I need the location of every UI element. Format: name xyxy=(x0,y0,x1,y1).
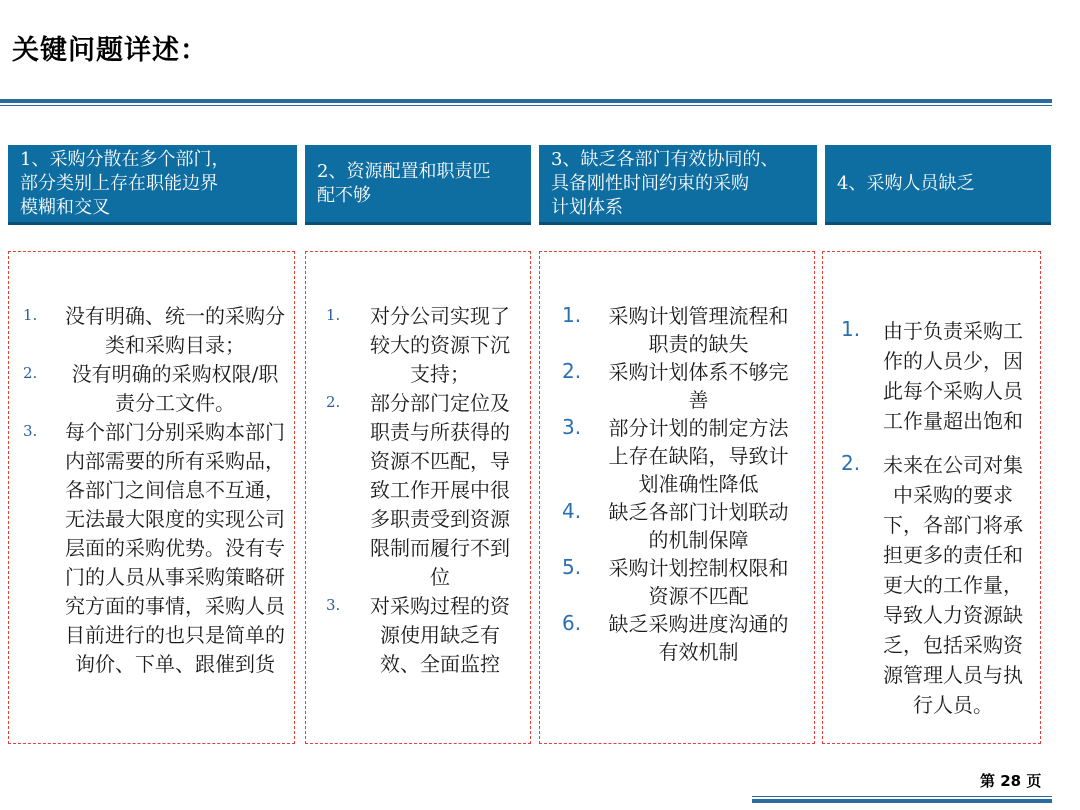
column-header-1 xyxy=(8,145,297,225)
list-item-number: 2. xyxy=(841,451,861,475)
list-item xyxy=(841,316,1031,436)
list-item-text: 部分部门定位及职责与所获得的资源不匹配，导致工作开展中很多职责受到资源限制而履行不到位 xyxy=(370,391,510,589)
list-item xyxy=(326,592,514,679)
list-item-text: 没有明确、统一的采购分类和采购目录； xyxy=(65,304,285,357)
list-item xyxy=(23,360,285,418)
list-item-text: 对采购过程的资源使用缺乏有效、全面监控 xyxy=(370,594,510,676)
list-item-number: 1. xyxy=(562,303,582,327)
column-box-2 xyxy=(305,251,531,744)
column-2-list xyxy=(326,302,514,679)
list-item xyxy=(562,414,797,498)
top-rule-thin xyxy=(0,105,1052,106)
column-header-1-text: 1、采购分散在多个部门， 部分类别上存在职能边界 模糊和交叉 xyxy=(20,148,230,218)
list-item-number: 4. xyxy=(562,499,582,523)
list-item xyxy=(562,554,797,610)
list-item-text: 未来在公司对集中采购的要求下，各部门将承担更多的责任和更大的工作量，导致人力资源缺乏，包括采购资源管理人员与执行人员。 xyxy=(883,453,1023,717)
list-item xyxy=(841,450,1031,720)
column-3-list xyxy=(562,302,797,666)
bottom-rule-thin xyxy=(752,796,1052,797)
column-box-3 xyxy=(539,251,815,744)
list-item xyxy=(562,302,797,358)
column-header-3-text: 3、缺乏各部门有效协同的、 具备刚性时间约束的采购 计划体系 xyxy=(551,148,779,218)
list-item-number: 3. xyxy=(326,596,341,614)
list-item-number: 1. xyxy=(841,317,861,341)
top-rule-thick xyxy=(0,99,1052,103)
list-item xyxy=(326,302,514,389)
list-item-number: 6. xyxy=(562,611,582,635)
list-item-text: 采购计划体系不够完善 xyxy=(608,360,789,412)
list-item xyxy=(326,389,514,592)
column-header-2 xyxy=(305,145,531,225)
list-item-number: 2. xyxy=(23,364,38,382)
list-item-number: 2. xyxy=(562,359,582,383)
column-box-4 xyxy=(822,251,1041,744)
list-item xyxy=(562,358,797,414)
list-item-number: 5. xyxy=(562,555,582,579)
column-header-3 xyxy=(539,145,817,225)
column-header-4-text: 4、采购人员缺乏 xyxy=(837,172,975,194)
list-item xyxy=(23,418,285,679)
column-header-4 xyxy=(825,145,1051,225)
page-number: 第 28 页 xyxy=(980,772,1042,790)
list-item-text: 对分公司实现了较大的资源下沉支持； xyxy=(370,304,510,386)
column-header-2-text: 2、资源配置和职责匹 配不够 xyxy=(317,160,491,206)
list-item-text: 缺乏各部门计划联动的机制保障 xyxy=(608,500,789,552)
column-1-list xyxy=(23,302,285,679)
list-item-text: 采购计划控制权限和资源不匹配 xyxy=(608,556,789,608)
column-4-list xyxy=(841,316,1031,720)
column-box-1 xyxy=(8,251,295,744)
list-item-number: 2. xyxy=(326,393,341,411)
list-item-text: 采购计划管理流程和职责的缺失 xyxy=(608,304,789,356)
list-item-text: 由于负责采购工作的人员少，因此每个采购人员工作量超出饱和 xyxy=(883,319,1023,433)
list-item xyxy=(562,498,797,554)
page-title: 关键问题详述： xyxy=(12,35,208,66)
list-item xyxy=(23,302,285,360)
list-item-text: 缺乏采购进度沟通的有效机制 xyxy=(608,612,789,664)
list-item-text: 没有明确的采购权限/职责分工文件。 xyxy=(71,362,279,415)
bottom-rule-thick xyxy=(752,799,1052,803)
list-item-number: 1. xyxy=(326,306,341,324)
list-item-text: 部分计划的制定方法上存在缺陷，导致计划准确性降低 xyxy=(608,416,789,496)
list-item-number: 3. xyxy=(23,422,38,440)
list-item-number: 3. xyxy=(562,415,582,439)
list-item-text: 每个部门分别采购本部门内部需要的所有采购品，各部门之间信息不互通，无法最大限度的实现公司层面的采购优势。没有专门的人员从事采购策略研究方面的事情，采购人员目前进行的也只是简单的询价、下单、跟催到货 xyxy=(65,420,285,676)
list-item-number: 1. xyxy=(23,306,38,324)
list-item xyxy=(562,610,797,666)
